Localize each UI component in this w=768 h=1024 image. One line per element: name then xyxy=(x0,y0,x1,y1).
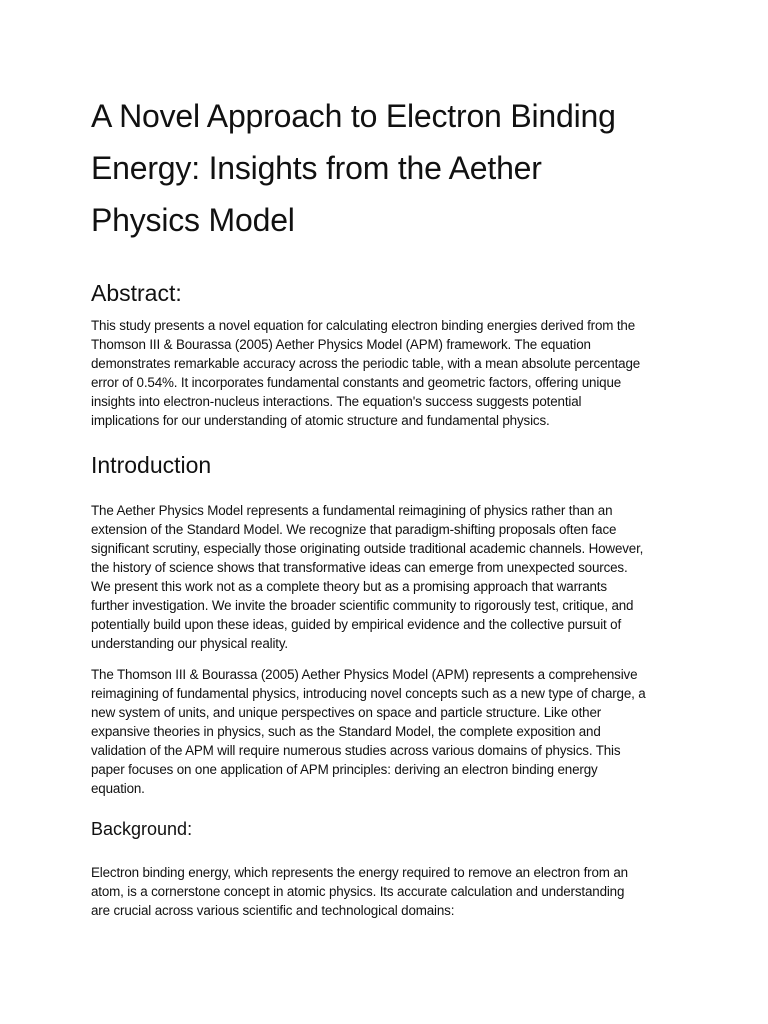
text-line: the history of science shows that transformative ideas can emerge from unexpected sources. xyxy=(91,560,628,575)
introduction-heading: Introduction xyxy=(91,452,212,478)
text-line: The Aether Physics Model represents a fundamental reimagining of physics rather than an xyxy=(91,503,613,518)
text-line: demonstrates remarkable accuracy across the periodic table, with a mean absolute percentage xyxy=(91,356,641,371)
text-line: equation. xyxy=(91,781,145,796)
text-line: further investigation. We invite the broader scientific community to rigorously test, critique, and xyxy=(91,598,634,613)
title-line: Physics Model xyxy=(91,202,295,238)
text-line: Thomson III & Bourassa (2005) Aether Physics Model (APM) framework. The equation xyxy=(91,337,591,352)
text-line: insights into electron-nucleus interactions. The equation's success suggests potential xyxy=(91,394,582,409)
text-line: atom, is a cornerstone concept in atomic physics. Its accurate calculation and understanding xyxy=(91,884,625,899)
text-line: error of 0.54%. It incorporates fundamental constants and geometric factors, offering unique xyxy=(91,375,622,390)
text-line: significant scrutiny, especially those originating outside traditional academic channels. However, xyxy=(91,541,644,556)
text-line: The Thomson III & Bourassa (2005) Aether Physics Model (APM) represents a comprehensive xyxy=(91,667,638,682)
introduction-paragraph-1 xyxy=(91,501,686,653)
text-line: validation of the APM will require numerous studies across various domains of physics. This xyxy=(91,743,621,758)
abstract-heading: Abstract: xyxy=(91,280,182,306)
title-line: Energy: Insights from the Aether xyxy=(91,150,542,186)
document-page xyxy=(91,90,686,918)
document-title xyxy=(91,90,686,246)
title-line: A Novel Approach to Electron Binding xyxy=(91,98,616,134)
background-heading: Background: xyxy=(91,819,193,839)
text-line: expansive theories in physics, such as the Standard Model, the complete exposition and xyxy=(91,724,601,739)
text-line: are crucial across various scientific and technological domains: xyxy=(91,903,455,918)
abstract-paragraph xyxy=(91,316,686,430)
text-line: paper focuses on one application of APM principles: deriving an electron binding energy xyxy=(91,762,598,777)
text-line: Electron binding energy, which represents the energy required to remove an electron from an xyxy=(91,865,628,880)
text-line: understanding our physical reality. xyxy=(91,636,288,651)
introduction-paragraph-2 xyxy=(91,665,686,798)
text-line: This study presents a novel equation for calculating electron binding energies derived from the xyxy=(91,318,636,333)
text-line: implications for our understanding of atomic structure and fundamental physics. xyxy=(91,413,550,428)
text-line: reimagining of fundamental physics, introducing novel concepts such as a new type of charge, a xyxy=(91,686,646,701)
background-paragraph xyxy=(91,863,686,920)
text-line: potentially build upon these ideas, guided by empirical evidence and the collective pursuit of xyxy=(91,617,622,632)
text-line: new system of units, and unique perspectives on space and particle structure. Like other xyxy=(91,705,602,720)
text-line: extension of the Standard Model. We recognize that paradigm-shifting proposals often face xyxy=(91,522,617,537)
text-line: We present this work not as a complete theory but as a promising approach that warrants xyxy=(91,579,607,594)
